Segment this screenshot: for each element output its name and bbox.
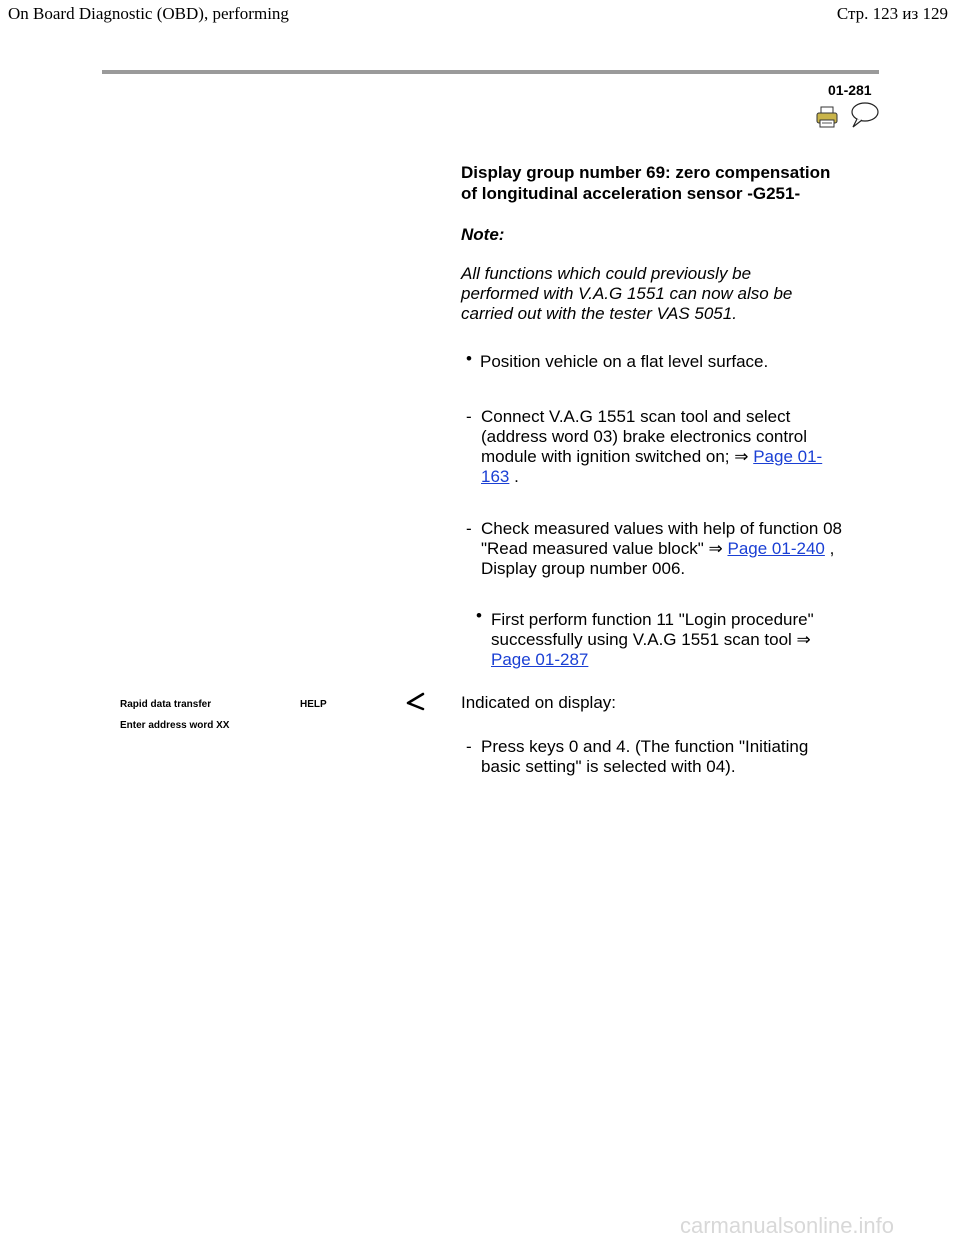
step1-line-1: Connect V.A.G 1551 scan tool and select	[481, 407, 791, 426]
bullet2-line-2: successfully using V.A.G 1551 scan tool ⇒	[491, 630, 811, 649]
arrow-left-icon	[406, 691, 426, 711]
heading-line-1: Display group number 69: zero compensation	[461, 163, 831, 182]
step2-line-1: Check measured values with help of function 08	[481, 519, 842, 538]
step2-line-3: Display group number 006.	[481, 559, 686, 578]
display-text-rapid: Rapid data transfer	[120, 699, 212, 710]
step3-line-1: Press keys 0 and 4. (The function "Initiating	[481, 737, 809, 756]
note-line-2: performed with V.A.G 1551 can now also be	[461, 284, 793, 303]
speech-bubble-icon[interactable]	[848, 101, 880, 129]
step1-line-3: module with ignition switched on; ⇒ Page 01-	[481, 447, 823, 466]
bullet2-line-1: First perform function 11 "Login procedure"	[491, 610, 814, 629]
step-dash: -	[466, 519, 472, 538]
header-divider	[102, 70, 879, 74]
page-link-01-163[interactable]: Page 01-	[753, 447, 823, 466]
page-counter: Стр. 123 из 129	[836, 4, 948, 23]
page-link-01-163-cont[interactable]: 163	[481, 467, 510, 486]
step2-line-2: "Read measured value block" ⇒ Page 01-240 ,	[481, 539, 835, 558]
bullet-item-position: Position vehicle on a flat level surface.	[480, 352, 769, 371]
page-link-01-287[interactable]: Page 01-287	[491, 650, 589, 669]
note-line-1: All functions which could previously be	[461, 264, 752, 283]
page-link-01-240[interactable]: Page 01-240	[727, 539, 825, 558]
note-line-3: carried out with the tester VAS 5051.	[461, 304, 737, 323]
document-title: On Board Diagnostic (OBD), performing	[8, 4, 289, 23]
bullet-dot: •	[466, 349, 472, 368]
step-dash: -	[466, 407, 472, 426]
footer-watermark: carmanualsonline.info	[680, 1213, 895, 1238]
step1-line-4: 163 .	[481, 467, 519, 486]
step3-line-2: basic setting" is selected with 04).	[481, 757, 736, 776]
section-page-number: 01-281	[828, 82, 872, 98]
note-label: Note:	[461, 225, 505, 244]
bullet2-line-3	[491, 650, 588, 670]
printer-icon[interactable]	[816, 106, 838, 128]
indicated-label: Indicated on display:	[461, 693, 616, 712]
display-text-enter: Enter address word XX	[120, 720, 230, 731]
bullet-dot: •	[476, 606, 482, 625]
step1-line-2: (address word 03) brake electronics control	[481, 427, 807, 446]
step-dash: -	[466, 737, 472, 756]
heading-line-2: of longitudinal acceleration sensor -G251-	[461, 184, 801, 203]
display-text-help: HELP	[300, 699, 327, 710]
